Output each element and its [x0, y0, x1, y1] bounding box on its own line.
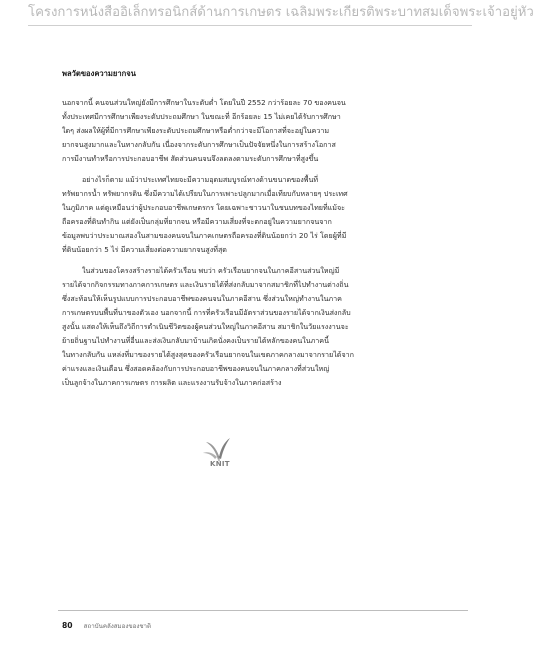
footer-publisher: สถาบันคลังสมองของชาติ — [83, 623, 152, 630]
paragraph-line: ในทางกลับกัน แหล่งที่มาของรายได้สูงสุดของครัวเรือนยากจนในเขตภาคกลางมาจากรายได้จาก — [62, 350, 354, 359]
paragraph-line: ในส่วนของโครงสร้างรายได้ครัวเรือน พบว่า ครัวเรือนยากจนในภาคอีสานส่วนใหญ่มี — [82, 266, 340, 275]
paragraph-line: เป็นลูกจ้างในภาคการเกษตร การผลิต และแรงงานรับจ้างในภาคก่อสร้าง — [62, 378, 282, 387]
paragraph-line: การมีงานทำหรือการประกอบอาชีพ สัดส่วนคนจนจึงลดลงตามระดับการศึกษาที่สูงขึ้น — [62, 154, 319, 163]
paragraph-line: การเกษตรบนพื้นที่นาของตัวเอง นอกจากนี้ การที่ครัวเรือนมีอัตราส่วนของรายได้จากเงินส่งกลับ — [62, 308, 351, 317]
paragraph-line: สูงนั้น แสดงให้เห็นถึงวิถีการดำเนินชีวิตของผู้คนส่วนใหญ่ในภาคอีสาน สมาชิกในวัยแรงงานจะ — [62, 322, 349, 331]
paragraph-line: ในภูมิภาค แต่ดูเหมือนว่าผู้ประกอบอาชีพเกษตรกร โดยเฉพาะชาวนาในชนบทของไทยที่แม้จะ — [62, 203, 345, 212]
paragraph-line: ค่าแรงและเงินเดือน ซึ่งสอดคล้องกับการประกอบอาชีพของคนจนในภาคกลางที่ส่วนใหญ่ — [62, 364, 330, 373]
paragraph-2 — [62, 173, 420, 257]
paragraph-1 — [62, 96, 420, 166]
knit-logo — [198, 430, 240, 472]
page-footer — [62, 613, 151, 632]
section-heading: พลวัตของความยากจน — [62, 69, 136, 78]
footer-divider — [58, 610, 468, 611]
paragraph-line: ถือครองที่ดินทำกิน แต่ยังเป็นกลุ่มที่ยากจน หรือมีความเสี่ยงที่จะตกอยู่ในความยากจนจาก — [62, 217, 332, 226]
body-text — [62, 96, 420, 397]
logo-text: KNIT — [210, 460, 230, 468]
paragraph-line: ทรัพยากรน้ำ ทรัพยากรดิน ซึ่งมีความได้เปรียบในการเพาะปลูกมากเมื่อเทียบกับหลายๆ ประเทศ — [62, 189, 348, 198]
paragraph-line: รายได้จากกิจกรรมทางภาคการเกษตร และเงินรายได้ที่ส่งกลับมาจากสมาชิกที่ไปทำงานต่างถิ่น — [62, 280, 349, 289]
page-number: 80 — [62, 621, 73, 630]
header-divider — [28, 25, 472, 26]
paragraph-line: ซึ่งสะท้อนให้เห็นรูปแบบการประกอบอาชีพของคนจนในภาคอีสาน ซึ่งส่วนใหญ่ทำงานในภาค — [62, 294, 342, 303]
paragraph-line: อย่างไรก็ตาม แม้ว่าประเทศไทยจะมีความอุดมสมบูรณ์ทางด้านขนาดของพื้นที่ — [82, 175, 319, 184]
paragraph-line: ข้อมูลพบว่าประมาณสองในสามของคนจนในภาคเกษตรถือครองที่ดินน้อยกว่า 20 ไร่ โดยผู้ที่มี — [62, 231, 347, 240]
running-header: โครงการหนังสืออิเล็กทรอนิกส์ด้านการเกษตร เฉลิมพระเกียรติพระบาทสมเด็จพระเจ้าอยู่หัว — [28, 5, 534, 20]
paragraph-3 — [62, 264, 420, 390]
paragraph-line: ย้ายถิ่นฐานไปทำงานที่อื่นและส่งเงินกลับมาบ้านเกิดนั่งคงเป็นรายได้หลักของคนในภาคนี้ — [62, 336, 329, 345]
paragraph-line: นอกจากนี้ คนจนส่วนใหญ่ยังมีการศึกษาในระดับต่ำ โดยในปี 2552 กว่าร้อยละ 70 ของคนจน — [62, 98, 346, 107]
paragraph-line: ทั้งประเทศมีการศึกษาเพียงระดับประถมศึกษา ในขณะที่ อีกร้อยละ 15 ไม่เคยได้รับการศึกษา — [62, 112, 341, 121]
paragraph-line: ใดๆ ส่งผลให้ผู้ที่มีการศึกษาเพียงระดับประถมศึกษาหรือต่ำกว่าจะมีโอกาสที่จะอยู่ในความ — [62, 126, 330, 135]
paragraph-line: ที่ดินน้อยกว่า 5 ไร่ มีความเสี่ยงต่อความยากจนสูงที่สุด — [62, 245, 227, 254]
paragraph-line: ยากจนสูงมากและในทางกลับกัน เนื่องจากระดับการศึกษาเป็นปัจจัยหนึ่งในการสร้างโอกาส — [62, 140, 336, 149]
